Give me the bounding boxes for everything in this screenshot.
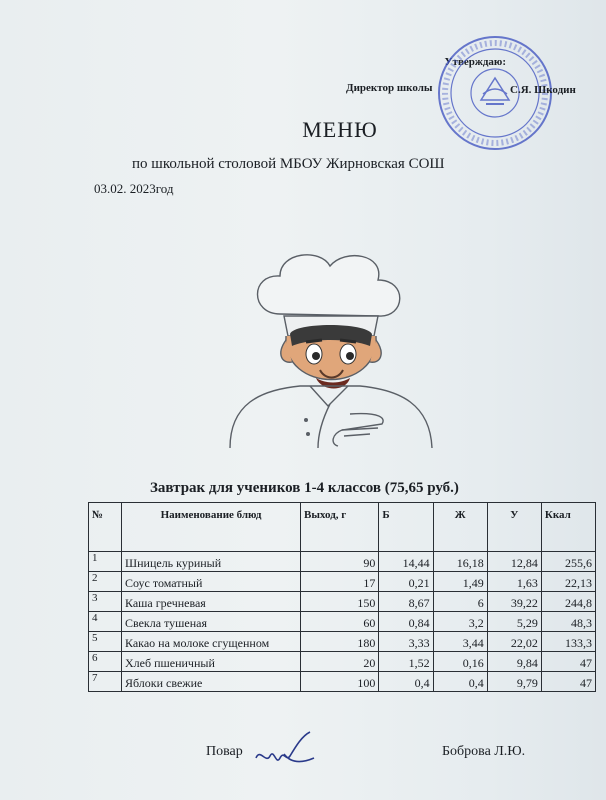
dish-name: Свекла тушеная	[122, 612, 301, 632]
dish-carbs: 9,79	[487, 672, 541, 692]
dish-yield: 17	[301, 572, 379, 592]
dish-protein: 0,4	[379, 672, 433, 692]
dish-kcal: 47	[541, 672, 595, 692]
dish-yield: 90	[301, 552, 379, 572]
col-header-kcal: Ккал	[541, 503, 595, 552]
breakfast-title: Завтрак для учеников 1-4 классов (75,65 руб.)	[150, 480, 459, 496]
cook-signature-icon	[250, 728, 320, 774]
dish-fat: 3,2	[433, 612, 487, 632]
director-label: Директор школы	[346, 82, 433, 94]
dish-name: Какао на молоке сгущенном	[122, 632, 301, 652]
dish-fat: 1,49	[433, 572, 487, 592]
dish-carbs: 9,84	[487, 652, 541, 672]
col-header-no: №	[89, 503, 122, 552]
approve-label: Утверждаю:	[444, 56, 506, 68]
dish-yield: 180	[301, 632, 379, 652]
dish-kcal: 22,13	[541, 572, 595, 592]
cook-role-label: Повар	[206, 744, 243, 759]
dish-name: Каша гречневая	[122, 592, 301, 612]
page-subtitle: по школьной столовой МБОУ Жирновская СОШ	[132, 156, 445, 172]
dish-kcal: 255,6	[541, 552, 595, 572]
dish-fat: 3,44	[433, 632, 487, 652]
row-no: 5	[89, 632, 122, 652]
col-header-yield: Выход, г	[301, 503, 379, 552]
table-row	[89, 572, 596, 592]
row-no: 6	[89, 652, 122, 672]
dish-carbs: 22,02	[487, 632, 541, 652]
row-no: 7	[89, 672, 122, 692]
table-row	[89, 612, 596, 632]
table-row	[89, 552, 596, 572]
row-no: 3	[89, 592, 122, 612]
menu-date: 03.02. 2023год	[94, 181, 174, 196]
col-header-zh: Ж	[433, 503, 487, 552]
dish-fat: 6	[433, 592, 487, 612]
row-no: 4	[89, 612, 122, 632]
row-no: 1	[89, 552, 122, 572]
row-no: 2	[89, 572, 122, 592]
table-row	[89, 632, 596, 652]
dish-carbs: 12,84	[487, 552, 541, 572]
chef-illustration-icon	[210, 244, 448, 450]
table-row	[89, 672, 596, 692]
cook-name: Боброва Л.Ю.	[442, 744, 526, 759]
dish-name: Хлеб пшеничный	[122, 652, 301, 672]
dish-name: Шницель куриный	[122, 552, 301, 572]
dish-yield: 150	[301, 592, 379, 612]
dish-yield: 100	[301, 672, 379, 692]
dish-fat: 0,4	[433, 672, 487, 692]
dish-kcal: 48,3	[541, 612, 595, 632]
dish-fat: 0,16	[433, 652, 487, 672]
dish-protein: 0,84	[379, 612, 433, 632]
dish-kcal: 244,8	[541, 592, 595, 612]
dish-yield: 20	[301, 652, 379, 672]
table-row	[89, 592, 596, 612]
dish-carbs: 1,63	[487, 572, 541, 592]
dish-kcal: 47	[541, 652, 595, 672]
dish-name: Яблоки свежие	[122, 672, 301, 692]
page-title: МЕНЮ	[302, 117, 378, 142]
menu-table	[88, 502, 596, 692]
dish-protein: 1,52	[379, 652, 433, 672]
director-name: С.Я. Шкодин	[510, 84, 576, 96]
dish-protein: 14,44	[379, 552, 433, 572]
dish-name: Соус томатный	[122, 572, 301, 592]
dish-fat: 16,18	[433, 552, 487, 572]
col-header-u: У	[487, 503, 541, 552]
table-row	[89, 652, 596, 672]
col-header-b: Б	[379, 503, 433, 552]
table-header-row	[89, 503, 596, 552]
dish-kcal: 133,3	[541, 632, 595, 652]
dish-carbs: 5,29	[487, 612, 541, 632]
dish-protein: 0,21	[379, 572, 433, 592]
dish-protein: 3,33	[379, 632, 433, 652]
dish-yield: 60	[301, 612, 379, 632]
dish-carbs: 39,22	[487, 592, 541, 612]
col-header-name: Наименование блюд	[122, 503, 301, 552]
dish-protein: 8,67	[379, 592, 433, 612]
